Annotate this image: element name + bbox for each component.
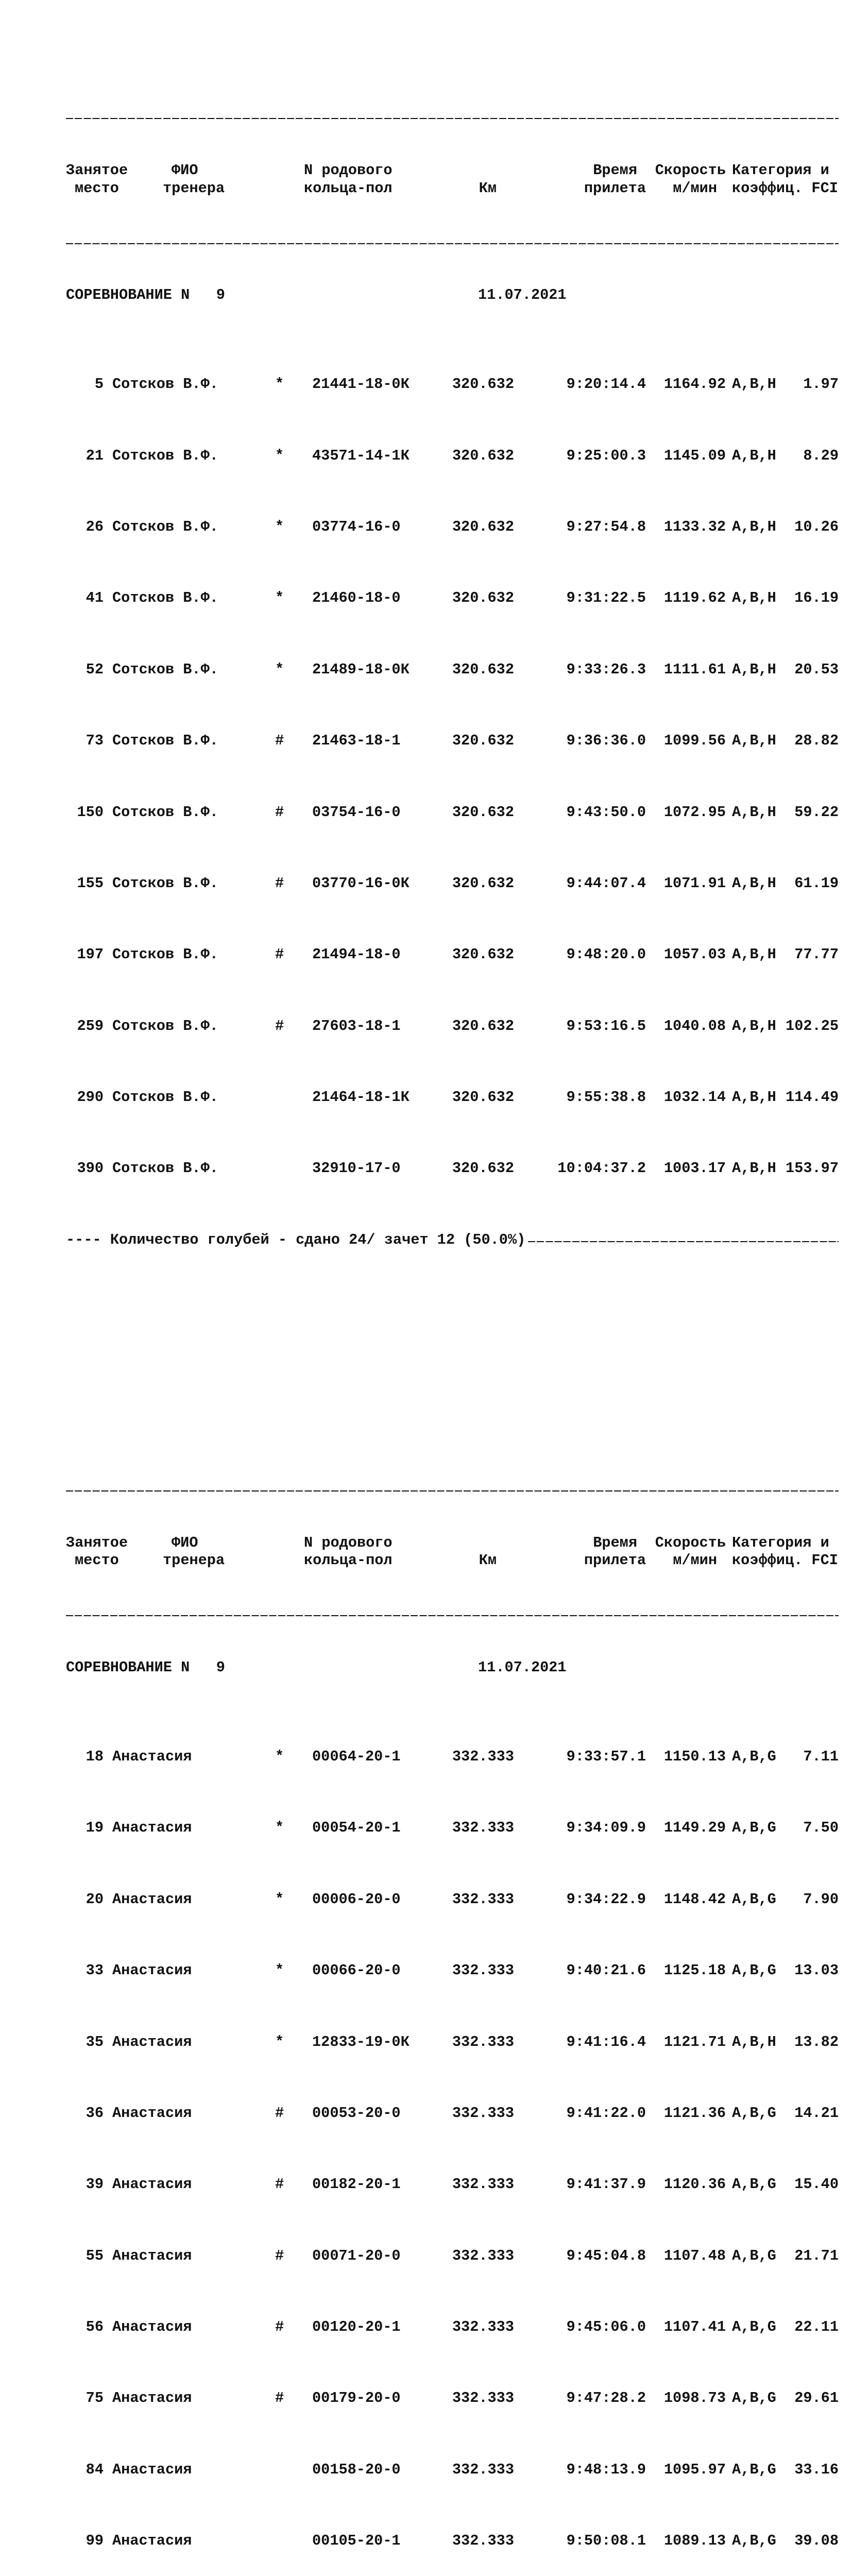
trainer-name-cell: Сотсков В.Ф. — [112, 1017, 218, 1035]
fci-coefficient-cell: 102.25 — [786, 1017, 839, 1035]
mark-cell: # — [275, 1017, 284, 1035]
fci-coefficient-cell: 61.19 — [794, 874, 839, 892]
fci-coefficient-cell: 10.26 — [794, 518, 839, 536]
fci-coefficient-cell: 1.97 — [803, 376, 839, 393]
fci-coefficient-cell: 15.40 — [794, 2176, 839, 2193]
category-cell: A,B,H — [732, 874, 776, 892]
speed-cell: 1121.71 — [663, 2033, 726, 2050]
trainer-name-cell: Сотсков В.Ф. — [112, 589, 218, 607]
place-cell: 197 — [77, 946, 104, 963]
ring-number-cell: 00105-20-1 — [312, 2532, 401, 2550]
fci-coefficient-cell: 7.90 — [803, 1890, 839, 1908]
category-cell: A,B,H — [732, 589, 776, 607]
arrival-time-cell: 9:36:36.0 — [566, 732, 646, 750]
speed-cell: 1111.61 — [663, 660, 726, 678]
competition-line — [66, 286, 839, 304]
place-cell: 35 — [86, 2033, 104, 2050]
mark-cell: # — [275, 2176, 284, 2193]
place-cell: 5 — [94, 376, 104, 393]
results-document — [66, 37, 839, 2576]
mark-cell: * — [275, 660, 284, 678]
header-place: Занятое место — [66, 1534, 128, 1569]
section-gap — [66, 1285, 839, 1303]
place-cell: 73 — [86, 732, 104, 750]
fci-coefficient-cell: 22.11 — [794, 2318, 839, 2335]
place-cell: 36 — [86, 2104, 104, 2122]
trainer-name-cell: Анастасия — [112, 2389, 192, 2407]
result-row — [66, 2389, 839, 2408]
category-cell: A,B,H — [732, 946, 776, 963]
header-category: Категория и коэффиц. FCI — [732, 1534, 838, 1569]
place-cell: 39 — [86, 2176, 104, 2193]
distance-cell: 320.632 — [452, 589, 514, 607]
mark-cell: * — [275, 1748, 284, 1765]
ring-number-cell: 27603-18-1 — [312, 1017, 401, 1035]
fci-coefficient-cell: 39.08 — [794, 2532, 839, 2550]
distance-cell: 332.333 — [452, 1748, 514, 1765]
result-row — [66, 2105, 839, 2123]
ring-number-cell: 21489-18-0К — [312, 660, 410, 678]
category-cell: A,B,H — [732, 376, 776, 393]
arrival-time-cell: 9:31:22.5 — [566, 589, 646, 607]
speed-cell: 1119.62 — [663, 589, 726, 607]
result-row — [66, 376, 839, 394]
mark-cell: * — [275, 1890, 284, 1908]
category-cell: A,B,G — [732, 1748, 776, 1765]
category-cell: A,B,G — [732, 2176, 776, 2193]
result-row — [66, 589, 839, 607]
distance-cell: 332.333 — [452, 1819, 514, 1837]
speed-cell: 1164.92 — [663, 376, 726, 393]
speed-cell: 1145.09 — [663, 447, 726, 464]
arrival-time-cell: 9:41:22.0 — [566, 2104, 646, 2122]
distance-cell: 320.632 — [452, 732, 514, 750]
ring-number-cell: 00054-20-1 — [312, 1819, 401, 1837]
mark-cell: * — [275, 2033, 284, 2050]
distance-cell: 320.632 — [452, 1160, 514, 1177]
category-cell: A,B,H — [732, 1160, 776, 1177]
mark-cell: * — [275, 1819, 284, 1837]
fci-coefficient-cell: 20.53 — [794, 660, 839, 678]
speed-cell: 1107.48 — [663, 2247, 726, 2264]
speed-cell: 1057.03 — [663, 946, 726, 963]
category-cell: A,B,G — [732, 1890, 776, 1908]
arrival-time-cell: 9:48:20.0 — [566, 946, 646, 963]
header-speed: Скорость м/мин — [655, 1534, 726, 1569]
results-list — [66, 1713, 839, 2576]
category-cell: A,B,G — [732, 2318, 776, 2335]
speed-cell: 1150.13 — [663, 1748, 726, 1765]
header-place: Занятое место — [66, 162, 128, 197]
speed-cell: 1125.18 — [663, 1962, 726, 1979]
dashed-rule — [66, 233, 839, 251]
category-cell: A,B,H — [732, 518, 776, 536]
result-row — [66, 518, 839, 536]
ring-number-cell: 00071-20-0 — [312, 2247, 401, 2264]
place-cell: 150 — [77, 803, 104, 821]
distance-cell: 320.632 — [452, 447, 514, 464]
ring-number-cell: 00053-20-0 — [312, 2104, 401, 2122]
fci-coefficient-cell: 114.49 — [786, 1089, 839, 1106]
result-row — [66, 1962, 839, 1980]
fci-coefficient-cell: 16.19 — [794, 589, 839, 607]
summary-line — [66, 1231, 839, 1249]
arrival-time-cell: 9:45:06.0 — [566, 2318, 646, 2335]
place-cell: 52 — [86, 660, 104, 678]
arrival-time-cell: 9:48:13.9 — [566, 2461, 646, 2478]
distance-cell: 332.333 — [452, 1962, 514, 1979]
arrival-time-cell: 9:41:16.4 — [566, 2033, 646, 2050]
distance-cell: 320.632 — [452, 376, 514, 393]
place-cell: 33 — [86, 1962, 104, 1979]
trainer-name-cell: Анастасия — [112, 1962, 192, 1979]
arrival-time-cell: 9:34:09.9 — [566, 1819, 646, 1837]
speed-cell: 1121.36 — [663, 2104, 726, 2122]
fci-coefficient-cell: 29.61 — [794, 2389, 839, 2407]
mark-cell: # — [275, 2318, 284, 2335]
category-cell: A,B,H — [732, 1089, 776, 1106]
ring-number-cell: 00006-20-0 — [312, 1890, 401, 1908]
fci-coefficient-cell: 59.22 — [794, 803, 839, 821]
distance-cell: 320.632 — [452, 874, 514, 892]
fci-coefficient-cell: 14.21 — [794, 2104, 839, 2122]
place-cell: 55 — [86, 2247, 104, 2264]
arrival-time-cell: 9:25:00.3 — [566, 447, 646, 464]
distance-cell: 332.333 — [452, 2033, 514, 2050]
distance-cell: 320.632 — [452, 518, 514, 536]
fci-coefficient-cell: 77.77 — [794, 946, 839, 963]
distance-cell: 332.333 — [452, 2461, 514, 2478]
distance-cell: 332.333 — [452, 2532, 514, 2550]
trainer-name-cell: Сотсков В.Ф. — [112, 660, 218, 678]
result-row — [66, 732, 839, 750]
trainer-name-cell: Сотсков В.Ф. — [112, 874, 218, 892]
arrival-time-cell: 9:50:08.1 — [566, 2532, 646, 2550]
distance-cell: 332.333 — [452, 2389, 514, 2407]
mark-cell: * — [275, 518, 284, 536]
arrival-time-cell: 9:43:50.0 — [566, 803, 646, 821]
category-cell: A,B,H — [732, 803, 776, 821]
mark-cell: * — [275, 589, 284, 607]
result-row — [66, 661, 839, 679]
arrival-time-cell: 9:41:37.9 — [566, 2176, 646, 2193]
category-cell: A,B,H — [732, 660, 776, 678]
category-cell: A,B,G — [732, 2247, 776, 2264]
speed-cell: 1107.41 — [663, 2318, 726, 2335]
mark-cell: # — [275, 803, 284, 821]
place-cell: 75 — [86, 2389, 104, 2407]
arrival-time-cell: 10:04:37.2 — [557, 1160, 646, 1177]
category-cell: A,B,G — [732, 2389, 776, 2407]
arrival-time-cell: 9:47:28.2 — [566, 2389, 646, 2407]
competition-label: СОРЕВНОВАНИЕ N 9 — [66, 286, 225, 304]
place-cell: 155 — [77, 874, 104, 892]
category-cell: A,B,G — [732, 2532, 776, 2550]
result-row — [66, 804, 839, 822]
fci-coefficient-cell: 33.16 — [794, 2461, 839, 2478]
trainer-name-cell: Сотсков В.Ф. — [112, 1160, 218, 1177]
ring-number-cell: 00066-20-0 — [312, 1962, 401, 1979]
fci-coefficient-cell: 13.82 — [794, 2033, 839, 2050]
header-time: Время прилета — [584, 162, 646, 197]
speed-cell: 1072.95 — [663, 803, 726, 821]
mark-cell: # — [275, 2389, 284, 2407]
place-cell: 41 — [86, 589, 104, 607]
place-cell: 99 — [86, 2532, 104, 2550]
ring-number-cell: 32910-17-0 — [312, 1160, 401, 1177]
place-cell: 21 — [86, 447, 104, 464]
competition-line — [66, 1659, 839, 1677]
trainer-name-cell: Сотсков В.Ф. — [112, 946, 218, 963]
distance-cell: 320.632 — [452, 1089, 514, 1106]
category-cell: A,B,G — [732, 2104, 776, 2122]
trainer-name-cell: Анастасия — [112, 2318, 192, 2335]
mark-cell: * — [275, 376, 284, 393]
category-cell: A,B,H — [732, 1017, 776, 1035]
result-row — [66, 1748, 839, 1766]
trainer-name-cell: Анастасия — [112, 2461, 192, 2478]
arrival-time-cell: 9:33:57.1 — [566, 1748, 646, 1765]
speed-cell: 1098.73 — [663, 2389, 726, 2407]
mark-cell: # — [275, 732, 284, 750]
mark-cell: # — [275, 2104, 284, 2122]
column-header — [66, 162, 839, 197]
mark-cell: * — [275, 1962, 284, 1979]
fci-coefficient-cell: 13.03 — [794, 1962, 839, 1979]
mark-cell: # — [275, 2247, 284, 2264]
trainer-name-cell: Сотсков В.Ф. — [112, 447, 218, 464]
trainer-name-cell: Сотсков В.Ф. — [112, 518, 218, 536]
dashed-rule — [66, 1605, 839, 1623]
speed-cell: 1071.91 — [663, 874, 726, 892]
result-row — [66, 1819, 839, 1837]
section-gap — [66, 1338, 839, 1356]
arrival-time-cell: 9:55:38.8 — [566, 1089, 646, 1106]
distance-cell: 320.632 — [452, 946, 514, 963]
category-cell: A,B,G — [732, 2461, 776, 2478]
distance-cell: 332.333 — [452, 1890, 514, 1908]
ring-number-cell: 00182-20-1 — [312, 2176, 401, 2193]
arrival-time-cell: 9:33:26.3 — [566, 660, 646, 678]
header-time: Время прилета — [584, 1534, 646, 1569]
speed-cell: 1120.36 — [663, 2176, 726, 2193]
ring-number-cell: 21441-18-0К — [312, 376, 410, 393]
competition-section — [66, 73, 839, 1392]
ring-number-cell: 03770-16-0К — [312, 874, 410, 892]
ring-number-cell: 00064-20-1 — [312, 1748, 401, 1765]
distance-cell: 320.632 — [452, 803, 514, 821]
result-row — [66, 2176, 839, 2194]
dashed-rule — [66, 108, 839, 126]
speed-cell: 1040.08 — [663, 1017, 726, 1035]
ring-number-cell: 00179-20-0 — [312, 2389, 401, 2407]
ring-number-cell: 03774-16-0 — [312, 518, 401, 536]
trainer-name-cell: Сотсков В.Ф. — [112, 732, 218, 750]
header-km: Км — [479, 1552, 497, 1569]
arrival-time-cell: 9:27:54.8 — [566, 518, 646, 536]
trainer-name-cell: Анастасия — [112, 2033, 192, 2050]
category-cell: A,B,H — [732, 2033, 776, 2050]
result-row — [66, 875, 839, 893]
competition-date: 11.07.2021 — [478, 286, 567, 304]
mark-cell: * — [275, 447, 284, 464]
arrival-time-cell: 9:34:22.9 — [566, 1890, 646, 1908]
distance-cell: 332.333 — [452, 2104, 514, 2122]
result-row — [66, 2247, 839, 2265]
place-cell: 19 — [86, 1819, 104, 1837]
distance-cell: 320.632 — [452, 660, 514, 678]
speed-cell: 1032.14 — [663, 1089, 726, 1106]
ring-number-cell: 03754-16-0 — [312, 803, 401, 821]
trainer-name-cell: Анастасия — [112, 2247, 192, 2264]
ring-number-cell: 21464-18-1К — [312, 1089, 410, 1106]
ring-number-cell: 43571-14-1К — [312, 447, 410, 464]
place-cell: 26 — [86, 518, 104, 536]
trainer-name-cell: Анастасия — [112, 2532, 192, 2550]
header-km: Км — [479, 179, 497, 197]
mark-cell: # — [275, 946, 284, 963]
arrival-time-cell: 9:20:14.4 — [566, 376, 646, 393]
arrival-time-cell: 9:40:21.6 — [566, 1962, 646, 1979]
ring-number-cell: 12833-19-0К — [312, 2033, 410, 2050]
mark-cell: # — [275, 874, 284, 892]
result-row — [66, 1089, 839, 1107]
result-row — [66, 1891, 839, 1909]
trainer-name-cell: Анастасия — [112, 1819, 192, 1837]
result-row — [66, 1160, 839, 1178]
result-row — [66, 946, 839, 964]
header-speed: Скорость м/мин — [655, 162, 726, 197]
trainer-name-cell: Сотсков В.Ф. — [112, 1089, 218, 1106]
place-cell: 84 — [86, 2461, 104, 2478]
results-list — [66, 340, 839, 1196]
ring-number-cell: 00120-20-1 — [312, 2318, 401, 2335]
result-row — [66, 1018, 839, 1036]
place-cell: 290 — [77, 1089, 104, 1106]
category-cell: A,B,G — [732, 1962, 776, 1979]
distance-cell: 332.333 — [452, 2176, 514, 2193]
result-row — [66, 447, 839, 465]
fci-coefficient-cell: 21.71 — [794, 2247, 839, 2264]
header-category: Категория и коэффиц. FCI — [732, 162, 838, 197]
summary-text: ---- Количество голубей - сдано 24/ зачет 12 (50.0%) — [66, 1231, 526, 1248]
place-cell: 20 — [86, 1890, 104, 1908]
header-ring: N родового кольца-пол — [304, 1534, 393, 1569]
fci-coefficient-cell: 8.29 — [803, 447, 839, 464]
speed-cell: 1133.32 — [663, 518, 726, 536]
place-cell: 390 — [77, 1160, 104, 1177]
category-cell: A,B,H — [732, 447, 776, 464]
fci-coefficient-cell: 153.97 — [786, 1160, 839, 1177]
arrival-time-cell: 9:44:07.4 — [566, 874, 646, 892]
place-cell: 18 — [86, 1748, 104, 1765]
fci-coefficient-cell: 28.82 — [794, 732, 839, 750]
category-cell: A,B,H — [732, 732, 776, 750]
competition-section — [66, 1445, 839, 2576]
speed-cell: 1089.13 — [663, 2532, 726, 2550]
speed-cell: 1148.42 — [663, 1890, 726, 1908]
competition-date: 11.07.2021 — [478, 1659, 567, 1676]
header-ring: N родового кольца-пол — [304, 162, 393, 197]
distance-cell: 320.632 — [452, 1017, 514, 1035]
competition-label: СОРЕВНОВАНИЕ N 9 — [66, 1659, 225, 1676]
result-row — [66, 2461, 839, 2479]
fci-coefficient-cell: 7.50 — [803, 1819, 839, 1837]
speed-cell: 1095.97 — [663, 2461, 726, 2478]
header-name: ФИО тренера — [163, 162, 225, 197]
dashed-rule — [528, 1231, 839, 1249]
arrival-time-cell: 9:45:04.8 — [566, 2247, 646, 2264]
speed-cell: 1099.56 — [663, 732, 726, 750]
speed-cell: 1003.17 — [663, 1160, 726, 1177]
trainer-name-cell: Сотсков В.Ф. — [112, 376, 218, 393]
trainer-name-cell: Анастасия — [112, 2104, 192, 2122]
trainer-name-cell: Сотсков В.Ф. — [112, 803, 218, 821]
place-cell: 259 — [77, 1017, 104, 1035]
dashed-rule — [66, 1481, 839, 1499]
ring-number-cell: 21463-18-1 — [312, 732, 401, 750]
ring-number-cell: 21494-18-0 — [312, 946, 401, 963]
result-row — [66, 2033, 839, 2052]
ring-number-cell: 21460-18-0 — [312, 589, 401, 607]
trainer-name-cell: Анастасия — [112, 2176, 192, 2193]
result-row — [66, 2318, 839, 2336]
column-header — [66, 1534, 839, 1570]
ring-number-cell: 00158-20-0 — [312, 2461, 401, 2478]
arrival-time-cell: 9:53:16.5 — [566, 1017, 646, 1035]
place-cell: 56 — [86, 2318, 104, 2335]
distance-cell: 332.333 — [452, 2318, 514, 2335]
result-row — [66, 2532, 839, 2550]
trainer-name-cell: Анастасия — [112, 1748, 192, 1765]
distance-cell: 332.333 — [452, 2247, 514, 2264]
header-name: ФИО тренера — [163, 1534, 225, 1569]
fci-coefficient-cell: 7.11 — [803, 1748, 839, 1765]
category-cell: A,B,G — [732, 1819, 776, 1837]
speed-cell: 1149.29 — [663, 1819, 726, 1837]
trainer-name-cell: Анастасия — [112, 1890, 192, 1908]
